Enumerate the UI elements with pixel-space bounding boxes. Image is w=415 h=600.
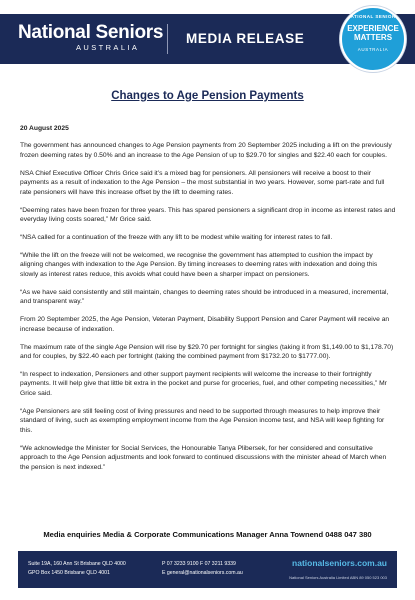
footer-address [28, 560, 126, 578]
page-title: Changes to Age Pension Payments [111, 90, 304, 102]
footer-website-link[interactable]: nationalseniors.com.au [292, 558, 387, 568]
media-release-label: MEDIA RELEASE [186, 31, 305, 46]
experience-matters-badge [340, 6, 406, 72]
release-body [20, 124, 396, 481]
media-enquiries: Media enquiries Media & Corporate Communications Manager Anna Townend 0488 047 380 [43, 530, 372, 539]
footer-address-line: GPO Box 1450 Brisbane QLD 4001 [28, 570, 110, 576]
badge-bottom-text: AUSTRALIA [357, 47, 389, 52]
paragraph: From 20 September 2025, the Age Pension, Veteran Payment, Disability Support Pension and Carer Payment will receive an increase because of indexation. [20, 316, 390, 333]
footer-phone: P 07 3233 9100 F 07 3211 9339 [162, 561, 236, 567]
paragraph: “As we have said consistently and still maintain, changes to deeming rates should be introduced in a measured, incremental, and transparent way.” [20, 288, 389, 306]
brand-subtitle: AUSTRALIA [76, 43, 140, 52]
paragraph: “We acknowledge the Minister for Social Services, the Honourable Tanya Plibersek, for her considered and consultative approach to the Age Pension adjustments and look forward to continued discussions with the minister ahead of March when the pension is next indexed.” [20, 444, 387, 471]
paragraph: The government has announced changes to Age Pension payments from 20 September 2025 including a lift on the previously frozen deeming rates by 0.50% and an increase to the Age Pension of up to $29.70 for singles and $22.40 each for couples. [20, 142, 392, 159]
paragraph: NSA Chief Executive Officer Chris Grice said it’s a mixed bag for pensioners. All pensioners will receive a boost to their payments as a result of indexation to the Age Pension – the most substantial in two years. However, some part-rate and full rate pensioners will have this increase offset by the lift to deeming rates. [20, 169, 385, 196]
footer-address-line: Suite 19A, 160 Ann St Brisbane QLD 4000 [28, 561, 126, 567]
footer-band [18, 551, 397, 588]
footer-contact [162, 560, 243, 578]
paragraph: “Deeming rates have been frozen for three years. This has spared pensioners a significant drop in income as interest rates and everyday living costs soared,” Mr Grice said. [20, 206, 396, 224]
footer-legal: National Seniors Australia Limited ABN 89 050 523 003 [289, 575, 387, 580]
badge-top-text: NATIONAL SENIORS [346, 14, 400, 19]
brand-logo [18, 23, 163, 53]
footer-email[interactable]: E general@nationalseniors.com.au [162, 570, 243, 576]
badge-main-text: EXPERIENCE MATTERS [347, 24, 399, 42]
paragraph: The maximum rate of the single Age Pension will rise by $29.70 per fortnight for singles (taking it from $1,149.00 to $1,178.70) and for couples, by $22.40 each per fortnight (taking the combined payment from $1732.20 to $1777.00). [20, 343, 394, 361]
brand-name: National Seniors [18, 22, 164, 43]
paragraph: “Age Pensioners are still feeling cost of living pressures and need to be supported through measures to help improve their standard of living, such as exempting employment income from the Age Pension income test, and NSA will keep fighting for this. [20, 407, 385, 434]
header-divider [167, 24, 168, 54]
release-date: 20 August 2025 [20, 125, 69, 132]
paragraph: “In respect to indexation, Pensioners and other support payment recipients will welcome the increase to their fortnightly payments. It will help give that little bit extra in the pocket and purse for groceries, fuel, and other competing necessities,” Mr Grice said. [20, 371, 387, 397]
paragraph: “NSA called for a continuation of the freeze with any lift to be modest while waiting for interest rates to fall. [20, 234, 333, 242]
paragraph: “While the lift on the freeze will not be welcomed, we recognise the government has attempted to cushion the impact by aligning changes with indexation to the Age Pension. By timing increases to deeming rates with indexation and doing this slowly as interest rates reduce, this avoids what could have been a sharper impact on pensioners. [20, 252, 378, 278]
